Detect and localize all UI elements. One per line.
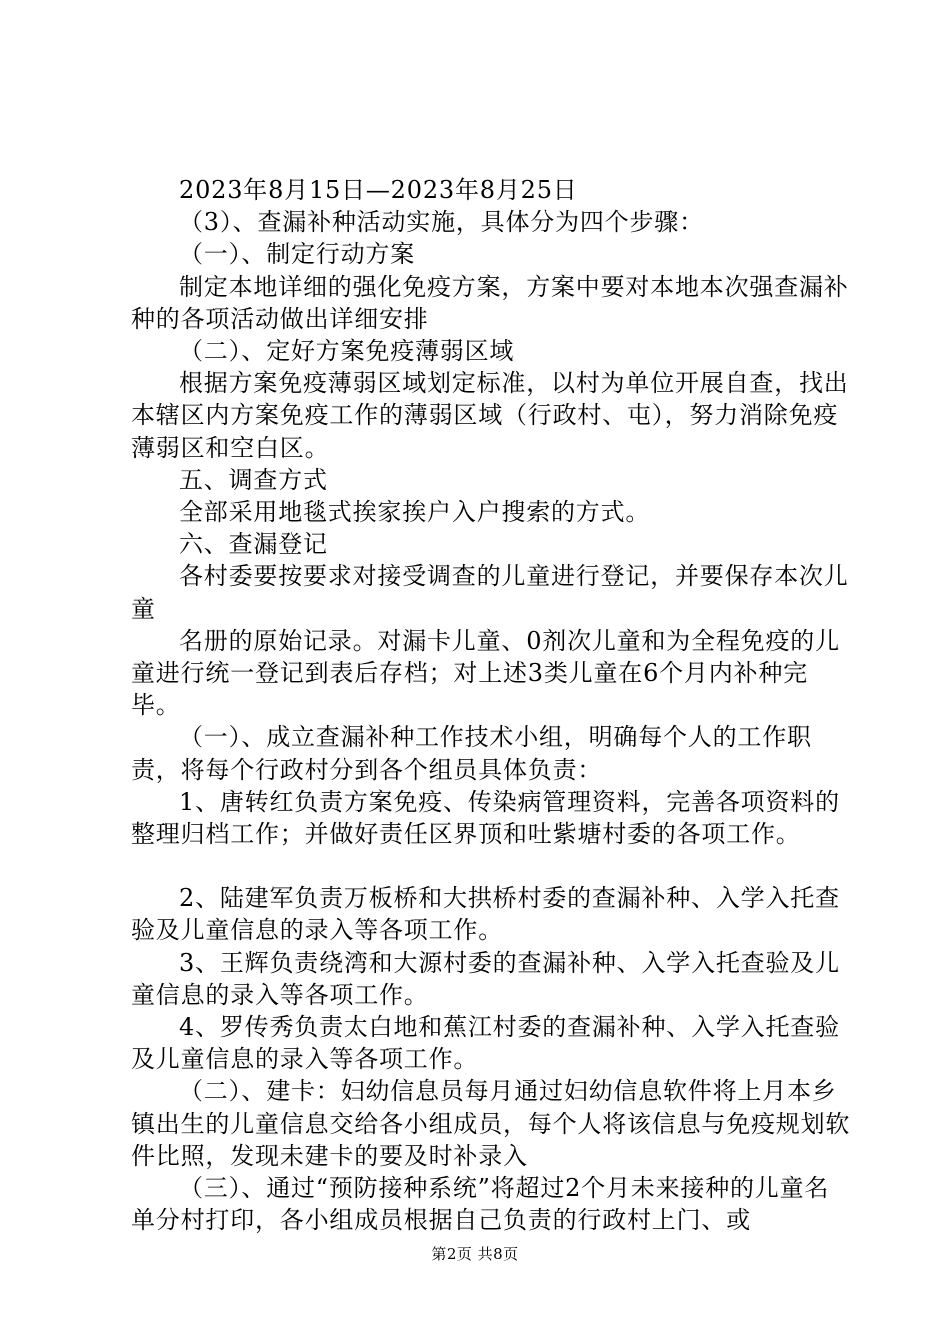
paragraph-roster: 名册的原始记录。对漏卡儿童、0剂次儿童和为全程免疫的儿童进行统一登记到表后存档；对上述3类儿童在6个月内补种完毕。 <box>131 626 840 720</box>
date-range-line: 2023年8月15日—2023年8月25日 <box>179 176 578 204</box>
page-number-footer: 第2页 共8页 <box>431 1245 519 1263</box>
heading-registration: 六、查漏登记 <box>179 530 328 559</box>
paragraph-system-print: （三）、通过“预防接种系统”将超过2个月未来接种的儿童名单分村打印，各小组成员根据自己负责的行政村上门、或 <box>131 1174 830 1235</box>
paragraph-weak-areas: 根据方案免疫薄弱区域划定标准，以村为单位开展自查，找出本辖区内方案免疫工作的薄弱区域（行政村、屯），努力消除免疫薄弱区和空白区。 <box>131 369 849 462</box>
paragraph-duty-1: 1、唐转红负责方案免疫、传染病管理资料，完善各项资料的整理归档工作；并做好责任区界顶和吐紫塘村委的各项工作。 <box>131 787 840 849</box>
paragraph-duty-3: 3、王辉负责绕湾和大源村委的查漏补种、入学入托查验及儿童信息的录入等各项工作。 <box>131 948 840 1009</box>
paragraph-registration: 各村委要按要求对接受调查的儿童进行登记，并要保存本次儿童 <box>131 562 849 623</box>
document-body <box>131 174 851 1237</box>
paragraph-tech-group: （一）、成立查漏补种工作技术小组，明确每个人的工作职责，将每个行政村分到各个组员具体负责： <box>131 723 812 784</box>
paragraph-duty-4: 4、罗传秀负责太白地和蕉江村委的查漏补种、入学入托查验及儿童信息的录入等各项工作。 <box>131 1013 840 1074</box>
heading-weak-areas: （二）、定好方案免疫薄弱区域 <box>179 337 515 366</box>
paragraph-survey-method: 全部采用地毯式挨家挨户入户搜索的方式。 <box>179 498 651 527</box>
paragraph-card-building: （二）、建卡：妇幼信息员每月通过妇幼信息软件将上月本乡镇出生的儿童信息交给各小组成员，每个人将该信息与免疫规划软件比照，发现未建卡的要及时补录入 <box>131 1077 851 1170</box>
paragraph-duty-2: 2、陆建军负责万板桥和大拱桥村委的查漏补种、入学入托查验及儿童信息的录入等各项工作。 <box>131 884 840 945</box>
step-intro: （3）、查漏补种活动实施，具体分为四个步骤： <box>179 208 704 237</box>
paragraph-action-plan: 制定本地详细的强化免疫方案，方案中要对本地本次强查漏补种的各项活动做出详细安排 <box>131 272 849 333</box>
heading-action-plan: （一）、制定行动方案 <box>179 240 415 269</box>
blank-line <box>131 850 851 882</box>
heading-survey-method: 五、调查方式 <box>179 465 328 494</box>
